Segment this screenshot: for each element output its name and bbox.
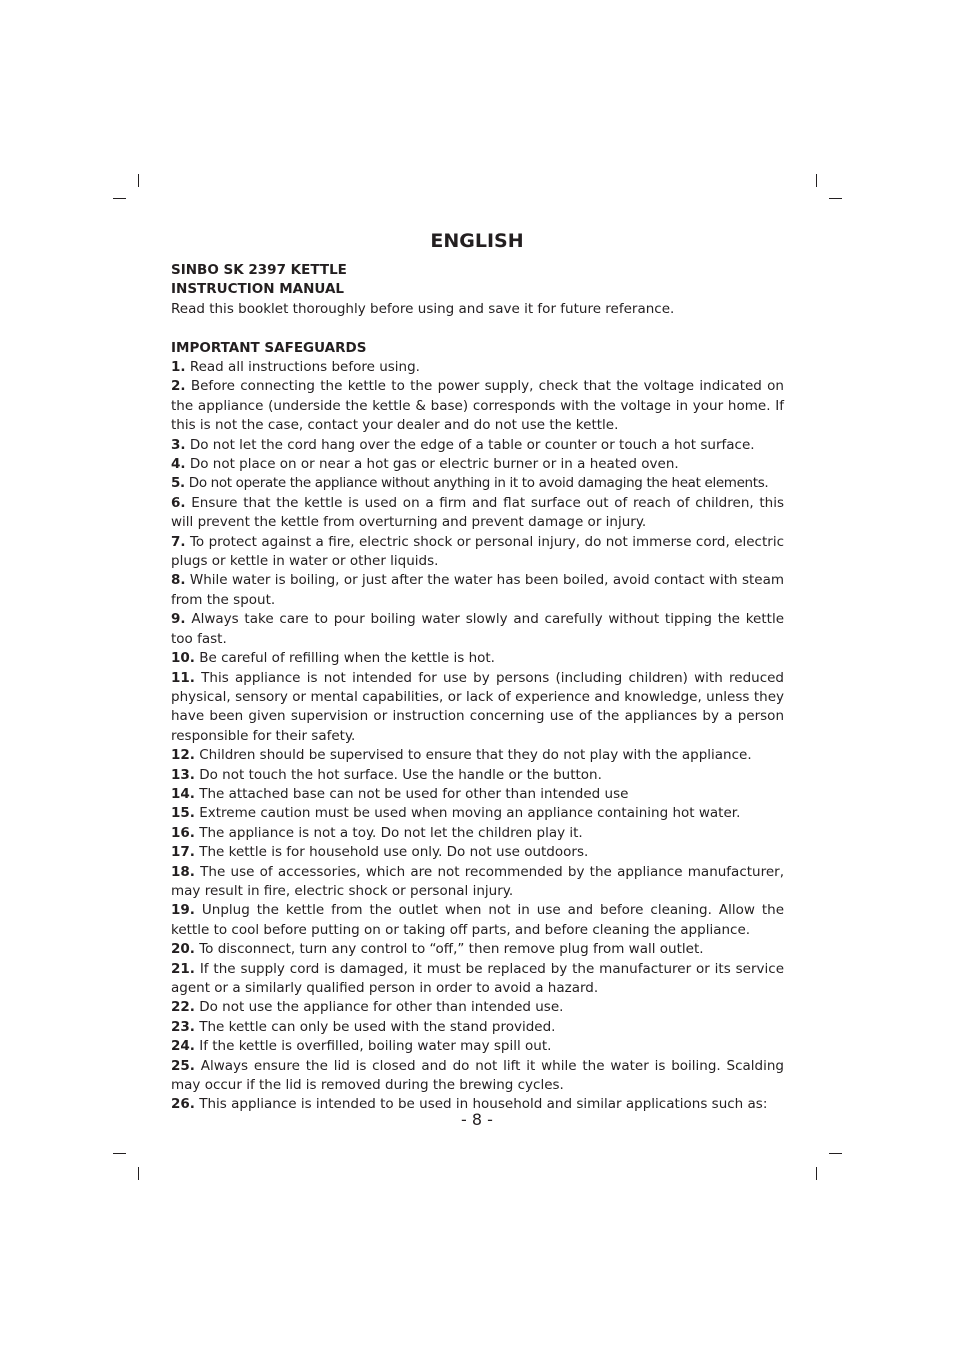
list-item: 24. If the kettle is overfilled, boiling water may spill out. <box>171 1038 552 1055</box>
crop-mark <box>138 1167 139 1180</box>
page-title: ENGLISH <box>430 230 524 252</box>
list-item: 22. Do not use the appliance for other than intended use. <box>171 999 564 1016</box>
crop-mark <box>829 198 842 199</box>
list-item: 8. While water is boiling, or just after the water has been boiled, avoid contact with steam from the spout. <box>171 572 784 608</box>
crop-mark <box>816 1167 817 1180</box>
manual-content <box>171 261 784 1115</box>
list-item: 17. The kettle is for household use only. Do not use outdoors. <box>171 844 589 861</box>
list-item: 11. This appliance is not intended for use by persons (including children) with reduced physical, sensory or mental capabilities, or lack of experience and knowledge, unless they have been given supervision or instruction concerning use of the appliances by a person responsible for their safety. <box>171 669 785 744</box>
crop-mark <box>113 1153 126 1154</box>
list-item: 10. Be careful of refilling when the kettle is hot. <box>171 650 495 667</box>
intro-text: Read this booklet thoroughly before using and save it for future referance. <box>171 300 675 317</box>
list-item: 25. Always ensure the lid is closed and do not lift it while the water is boiling. Scalding may occur if the lid is removed during the brewing cycles. <box>171 1057 784 1094</box>
list-item: 2. Before connecting the kettle to the power supply, check that the voltage indicated on the appliance (underside the kettle & base) corresponds with the voltage in your home. If this is not the case, contact your dealer and do not use the kettle. <box>171 378 784 434</box>
list-item: 1. Read all instructions before using. <box>171 359 420 376</box>
list-item: 18. The use of accessories, which are not recommended by the appliance manufacturer, may result in fire, electric shock or personal injury. <box>171 863 785 899</box>
crop-mark <box>113 198 126 199</box>
crop-mark <box>138 174 139 187</box>
list-item: 6. Ensure that the kettle is used on a firm and flat surface out of reach of children, this will prevent the kettle from overturning and prevent damage or injury. <box>171 494 784 531</box>
crop-mark <box>816 174 817 187</box>
manual-title: INSTRUCTION MANUAL <box>171 281 345 298</box>
product-name: SINBO SK 2397 KETTLE <box>171 262 347 278</box>
list-item: 20. To disconnect, turn any control to “off,” then remove plug from wall outlet. <box>171 941 704 958</box>
page-number: - 8 - <box>461 1110 493 1129</box>
list-item: 26. This appliance is intended to be used in household and similar applications such as: <box>171 1096 768 1113</box>
list-item: 15. Extreme caution must be used when moving an appliance containing hot water. <box>171 805 741 822</box>
safeguards-list <box>171 358 784 1115</box>
list-item: 5. Do not operate the appliance without anything in it to avoid damaging the heat elements. <box>171 475 769 492</box>
list-item: 12. Children should be supervised to ensure that they do not play with the appliance. <box>171 747 752 764</box>
crop-mark <box>829 1153 842 1154</box>
list-item: 21. If the supply cord is damaged, it must be replaced by the manufacturer or its service agent or a similarly qualified person in order to avoid a hazard. <box>171 960 784 997</box>
spacer <box>171 319 784 338</box>
safeguards-heading: IMPORTANT SAFEGUARDS <box>171 339 367 356</box>
list-item: 16. The appliance is not a toy. Do not let the children play it. <box>171 824 583 841</box>
list-item: 4. Do not place on or near a hot gas or electric burner or in a heated oven. <box>171 456 679 473</box>
list-item: 23. The kettle can only be used with the stand provided. <box>171 1018 556 1035</box>
list-item: 9. Always take care to pour boiling water slowly and carefully without tipping the kettle too fast. <box>171 611 784 647</box>
list-item: 7. To protect against a fire, electric shock or personal injury, do not immerse cord, electric plugs or kettle in water or other liquids. <box>171 533 784 570</box>
list-item: 19. Unplug the kettle from the outlet when not in use and before cleaning. Allow the kettle to cool before putting on or taking off parts, and before cleaning the appliance. <box>171 902 784 938</box>
list-item: 14. The attached base can not be used for other than intended use <box>171 785 629 802</box>
list-item: 13. Do not touch the hot surface. Use the handle or the button. <box>171 766 602 783</box>
list-item: 3. Do not let the cord hang over the edge of a table or counter or touch a hot surface. <box>171 436 755 453</box>
